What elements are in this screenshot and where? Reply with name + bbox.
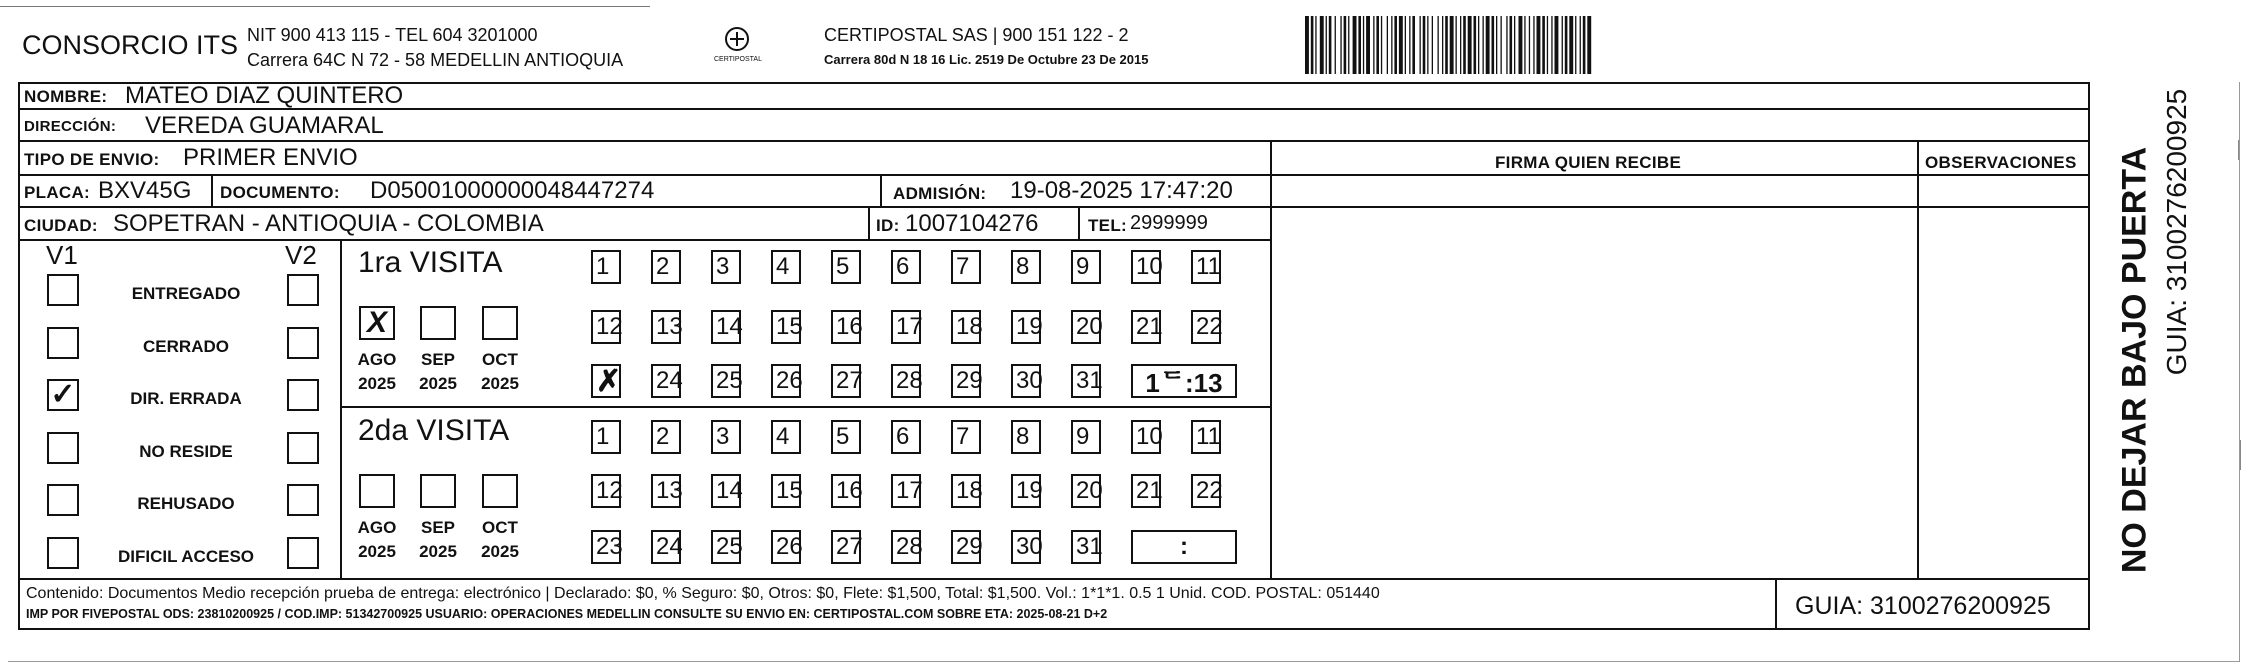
barcode-bar: [1320, 16, 1324, 74]
barcode-bar: [1391, 16, 1392, 74]
barcode-bar: [1587, 16, 1591, 74]
barcode-bar: [1381, 16, 1382, 74]
id-label: ID:: [876, 216, 900, 235]
barcode-bar: [1405, 16, 1406, 74]
day-box[interactable]: 5: [831, 420, 861, 454]
v2-checkbox[interactable]: [287, 432, 319, 464]
placa-label: PLACA:: [24, 183, 91, 202]
admision-label: ADMISIÓN:: [893, 184, 987, 203]
barcode-bar: [1311, 16, 1314, 74]
tel-value: 2999999: [1130, 212, 1208, 234]
barcode-bar: [1412, 16, 1415, 74]
day-box[interactable]: 29: [951, 530, 981, 564]
barcode-bar: [1583, 16, 1586, 74]
day-box[interactable]: 1: [591, 420, 621, 454]
second-visit-title: 2da VISITA: [358, 414, 510, 447]
month-checkbox[interactable]: [420, 474, 456, 508]
day-box[interactable]: 11: [1191, 420, 1221, 454]
day-box[interactable]: 14: [711, 310, 741, 344]
day-box[interactable]: 18: [951, 474, 981, 508]
day-box[interactable]: 19: [1011, 310, 1041, 344]
day-box[interactable]: 19: [1011, 474, 1041, 508]
year-label: 2025: [419, 374, 457, 393]
month-checkbox[interactable]: [359, 474, 395, 508]
tel-label: TEL:: [1088, 216, 1127, 235]
time-field[interactable]: :: [1131, 530, 1237, 564]
day-box[interactable]: 20: [1071, 310, 1101, 344]
barcode-bar: [1423, 16, 1426, 74]
day-box[interactable]: 21: [1131, 474, 1161, 508]
barcode-bar: [1399, 16, 1403, 74]
scan-line: [0, 6, 650, 7]
day-box[interactable]: 9: [1071, 420, 1101, 454]
day-box[interactable]: 17: [891, 474, 921, 508]
imp-line: IMP POR FIVEPOSTAL ODS: 23810200925 / COD.IMP: 51342700925 USUARIO: OPERACIONES MEDELLIN CONSULTE SU ENVIO EN: CERTIPOSTAL.COM SOBRE ETA: 2025-08-21 D+2: [26, 607, 1108, 621]
v1-checkbox[interactable]: [47, 537, 79, 569]
day-box[interactable]: 6: [891, 420, 921, 454]
day-box[interactable]: 16: [831, 310, 861, 344]
barcode-bar: [1474, 16, 1477, 74]
day-box[interactable]: 25: [711, 364, 741, 398]
side-guia-text: GUIA: 3100276200925: [2161, 88, 2192, 376]
barcode-bar: [1340, 16, 1341, 74]
barcode-bar: [1315, 16, 1316, 74]
day-box[interactable]: 20: [1071, 474, 1101, 508]
ciudad-label: CIUDAD:: [24, 216, 98, 235]
nombre-value: MATEO DIAZ QUINTERO: [125, 82, 404, 109]
v2-label: V2: [285, 240, 317, 270]
v2-checkbox[interactable]: [287, 379, 319, 411]
direccion-value: VEREDA GUAMARAL: [145, 112, 384, 139]
day-box[interactable]: 4: [771, 250, 801, 284]
barcode-bar: [1344, 16, 1347, 74]
no-dejar-text: NO DEJAR BAJO PUERTA: [2115, 146, 2154, 574]
status-label: ENTREGADO: [131, 284, 241, 303]
barcode-bar: [1506, 16, 1507, 74]
barcode-bar: [1409, 16, 1410, 74]
barcode-bar: [1492, 16, 1495, 74]
barcode-bar: [1427, 16, 1428, 74]
barcode-bar: [1483, 16, 1484, 74]
barcode-bar: [1551, 16, 1552, 74]
day-box[interactable]: 3: [711, 420, 741, 454]
v1-label: V1: [46, 240, 78, 270]
barcode-bar: [1569, 16, 1573, 74]
barcode-bar: [1547, 16, 1548, 74]
nit-line: NIT 900 413 115 - TEL 604 3201000: [247, 25, 538, 45]
day-box[interactable]: 24: [651, 530, 681, 564]
barcode-bar: [1533, 16, 1534, 74]
day-box[interactable]: 5: [831, 250, 861, 284]
direccion-label: DIRECCIÓN:: [24, 118, 117, 135]
barcode-bar: [1445, 16, 1448, 74]
day-box[interactable]: 3: [711, 250, 741, 284]
barcode-bar: [1353, 16, 1357, 74]
day-box[interactable]: 11: [1191, 250, 1221, 284]
barcode-bar: [1486, 16, 1490, 74]
day-box[interactable]: 27: [831, 364, 861, 398]
tipo-value: PRIMER ENVIO: [183, 144, 358, 171]
barcode-bar: [1562, 16, 1563, 74]
barcode-bar: [1510, 16, 1513, 74]
day-box[interactable]: 6: [891, 250, 921, 284]
day-box[interactable]: 4: [771, 420, 801, 454]
barcode-bar: [1358, 16, 1361, 74]
barcode-bar: [1496, 16, 1497, 74]
day-box[interactable]: 27: [831, 530, 861, 564]
logo-text: CERTIPOSTAL: [714, 56, 762, 63]
v1-checkbox[interactable]: [47, 432, 79, 464]
year-label: 2025: [419, 542, 457, 561]
barcode-bar: [1335, 16, 1336, 74]
barcode-bar: [1442, 16, 1443, 74]
barcode-bar: [1537, 16, 1541, 74]
status-label: DIR. ERRADA: [130, 389, 242, 408]
day-box[interactable]: 26: [771, 530, 801, 564]
year-label: 2025: [481, 542, 519, 561]
barcode-bar: [1565, 16, 1568, 74]
guia-box-text: GUIA: 3100276200925: [1795, 592, 2051, 620]
day-box[interactable]: 14: [711, 474, 741, 508]
day-box[interactable]: 21: [1131, 310, 1161, 344]
observaciones-label: OBSERVACIONES: [1925, 153, 2077, 172]
month-label: OCT: [482, 350, 518, 369]
day-box[interactable]: 12: [591, 310, 621, 344]
contenido-line: Contenido: Documentos Medio recepción prueba de entrega: electrónico | Declarado: $0, % Seguro: $0, Otros: $0, Flete: $1,500, Total: $1,500. Vol.: 1*1*1. 0.5 1 Unid. COD. POSTAL: 051440: [26, 585, 1380, 602]
barcode-bar: [1555, 16, 1559, 74]
barcode-bar: [1432, 16, 1433, 74]
address-line: Carrera 64C N 72 - 58 MEDELLIN ANTIOQUIA: [247, 50, 624, 70]
day-box[interactable]: 31: [1071, 530, 1101, 564]
documento-value: D05001000000048447274: [370, 177, 655, 204]
barcode-bar: [1501, 16, 1502, 74]
barcode-bar: [1456, 16, 1457, 74]
day-box[interactable]: 22: [1191, 474, 1221, 508]
company-name: CONSORCIO ITS: [22, 30, 239, 60]
barcode-bar: [1519, 16, 1523, 74]
day-box[interactable]: 7: [951, 250, 981, 284]
nombre-label: NOMBRE:: [24, 87, 108, 106]
barcode-bar: [1580, 16, 1581, 74]
status-label: DIFICIL ACCESO: [117, 546, 255, 566]
day-box[interactable]: 28: [891, 364, 921, 398]
day-box[interactable]: 10: [1131, 420, 1161, 454]
month-label: AGO: [357, 350, 397, 369]
barcode-bar: [1348, 16, 1349, 74]
day-box[interactable]: 13: [651, 310, 681, 344]
day-box[interactable]: 22: [1191, 310, 1221, 344]
month-checkbox[interactable]: [420, 306, 456, 340]
v2-checkbox[interactable]: [287, 484, 319, 516]
edge-mark: [2238, 140, 2239, 160]
day-box[interactable]: 30: [1011, 364, 1041, 398]
month-label: SEP: [420, 350, 456, 369]
year-label: 2025: [481, 374, 519, 393]
placa-value: BXV45G: [98, 177, 192, 204]
tipo-label: TIPO DE ENVIO:: [24, 150, 160, 169]
first-visit-title: 1ra VISITA: [358, 246, 503, 279]
barcode-bar: [1420, 16, 1421, 74]
status-label: NO RESIDE: [139, 441, 233, 461]
month-label: SEP: [420, 518, 456, 537]
barcode-bar: [1326, 16, 1327, 74]
day-box[interactable]: 9: [1071, 250, 1101, 284]
v2-checkbox[interactable]: [287, 537, 319, 569]
day-box[interactable]: 8: [1011, 420, 1041, 454]
day-box[interactable]: 10: [1131, 250, 1161, 284]
month-checkbox[interactable]: [482, 474, 518, 508]
barcode-bar: [1394, 16, 1397, 74]
year-label: 2025: [358, 542, 396, 561]
time-field[interactable]: 1ᄃ:13: [1131, 364, 1237, 398]
admision-value: 19-08-2025 17:47:20: [1010, 177, 1233, 204]
day-box[interactable]: 15: [771, 474, 801, 508]
check-mark: ✓: [50, 378, 76, 411]
barcode-bar: [1305, 16, 1309, 74]
day-box[interactable]: 17: [891, 310, 921, 344]
barcode-bar: [1514, 16, 1515, 74]
day-box[interactable]: 18: [951, 310, 981, 344]
month-mark: X: [366, 306, 387, 339]
day-box[interactable]: 25: [711, 530, 741, 564]
barcode-bar: [1366, 16, 1370, 74]
day-box[interactable]: 30: [1011, 530, 1041, 564]
day-box[interactable]: 23: [591, 530, 621, 564]
day-box[interactable]: 13: [651, 474, 681, 508]
barcode: [1305, 16, 1707, 76]
documento-label: DOCUMENTO:: [220, 183, 340, 202]
day-box[interactable]: 31: [1071, 364, 1101, 398]
v1-checkbox[interactable]: [47, 379, 79, 411]
barcode-bar: [1460, 16, 1461, 74]
barcode-bar: [1373, 16, 1374, 74]
month-label: AGO: [357, 518, 397, 537]
day-box[interactable]: 12: [591, 474, 621, 508]
v1-checkbox[interactable]: [47, 327, 79, 359]
barcode-bar: [1463, 16, 1466, 74]
id-value: 1007104276: [905, 210, 1039, 237]
barcode-bar: [1478, 16, 1479, 74]
day-box[interactable]: 1: [591, 250, 621, 284]
status-label: REHUSADO: [137, 494, 235, 513]
firma-label: FIRMA QUIEN RECIBE: [1495, 153, 1682, 172]
barcode-bar: [1450, 16, 1454, 74]
barcode-bar: [1376, 16, 1379, 74]
year-label: 2025: [358, 374, 396, 393]
day-box[interactable]: 28: [891, 530, 921, 564]
day-box[interactable]: 2: [651, 250, 681, 284]
v1-checkbox[interactable]: [47, 274, 79, 306]
day-box[interactable]: 24: [651, 364, 681, 398]
status-label: CERRADO: [143, 336, 229, 356]
barcode-bar: [1524, 16, 1525, 74]
day-box[interactable]: 8: [1011, 250, 1041, 284]
barcode-bar: [1363, 16, 1364, 74]
v2-checkbox[interactable]: [287, 274, 319, 306]
v2-checkbox[interactable]: [287, 327, 319, 359]
barcode-bar: [1575, 16, 1576, 74]
barcode-bar: [1329, 16, 1332, 74]
certipostal-line: CERTIPOSTAL SAS | 900 151 122 - 2: [824, 25, 1129, 45]
month-checkbox[interactable]: [482, 306, 518, 340]
day-box[interactable]: 16: [831, 474, 861, 508]
day-box[interactable]: 7: [951, 420, 981, 454]
day-box[interactable]: 2: [651, 420, 681, 454]
month-checkbox[interactable]: [359, 306, 395, 340]
barcode-bar: [1468, 16, 1472, 74]
day-box[interactable]: 26: [771, 364, 801, 398]
day-box[interactable]: ✗: [591, 364, 621, 398]
barcode-bar: [1529, 16, 1530, 74]
month-label: OCT: [482, 518, 518, 537]
barcode-bar: [1387, 16, 1388, 74]
certipostal-sub: Carrera 80d N 18 16 Lic. 2519 De Octubre 23 De 2015: [824, 52, 1149, 67]
barcode-bar: [1438, 16, 1439, 74]
day-box[interactable]: 29: [951, 364, 981, 398]
v1-checkbox[interactable]: [47, 484, 79, 516]
barcode-bar: [1542, 16, 1545, 74]
ciudad-value: SOPETRAN - ANTIOQUIA - COLOMBIA: [113, 210, 544, 237]
certipostal-logo: [712, 22, 762, 72]
day-box[interactable]: 15: [771, 310, 801, 344]
edge-mark: [2240, 440, 2241, 470]
